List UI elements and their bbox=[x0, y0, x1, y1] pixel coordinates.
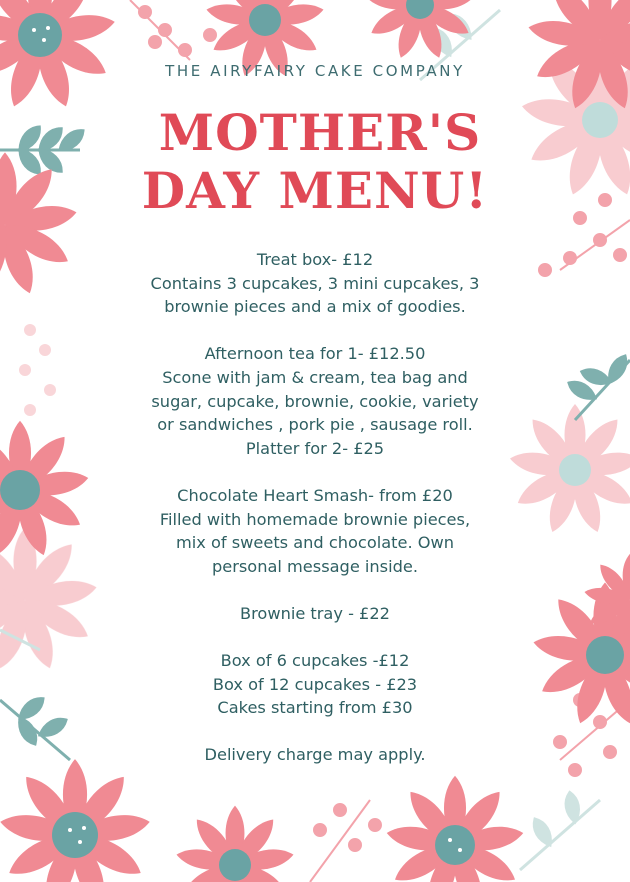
menu-line: Brownie tray - £22 bbox=[240, 603, 390, 623]
menu-line: Filled with homemade brownie pieces, bbox=[159, 509, 471, 529]
company-name: THE AIRYFAIRY CAKE COMPANY bbox=[165, 62, 465, 80]
menu-line: Contains 3 cupcakes, 3 mini cupcakes, 3 bbox=[150, 273, 480, 293]
menu-line: mix of sweets and chocolate. Own bbox=[176, 533, 454, 553]
menu-line: Scone with jam & cream, tea bag and bbox=[162, 367, 468, 387]
menu-item-heart-smash bbox=[130, 484, 500, 578]
menu-line: Afternoon tea for 1- £12.50 bbox=[204, 344, 426, 364]
menu-item-afternoon-tea bbox=[130, 342, 500, 460]
menu-line: personal message inside. bbox=[211, 556, 418, 576]
title-line-2: DAY MENU! bbox=[141, 161, 489, 220]
menu-line: Platter for 2- £25 bbox=[245, 438, 385, 458]
menu-line: Box of 12 cupcakes - £23 bbox=[212, 674, 418, 694]
menu-line: Cakes starting from £30 bbox=[217, 698, 413, 718]
menu-line: brownie pieces and a mix of goodies. bbox=[164, 297, 466, 317]
menu-line: Delivery charge may apply. bbox=[204, 745, 426, 765]
title-line-1: MOTHER'S bbox=[158, 103, 482, 162]
menu-item-treat-box bbox=[130, 248, 500, 319]
menu-list bbox=[130, 248, 500, 791]
menu-line: Treat box- £12 bbox=[256, 250, 374, 269]
menu-item-brownie-tray bbox=[130, 602, 500, 626]
menu-line: Box of 6 cupcakes -£12 bbox=[220, 651, 410, 671]
menu-line: Chocolate Heart Smash- from £20 bbox=[177, 485, 453, 505]
menu-item-cupcakes bbox=[130, 649, 500, 720]
menu-line: sugar, cupcake, brownie, cookie, variety bbox=[151, 391, 479, 411]
page-title bbox=[0, 104, 630, 220]
delivery-note bbox=[130, 743, 500, 767]
menu-line: or sandwiches , pork pie , sausage roll. bbox=[157, 415, 473, 435]
